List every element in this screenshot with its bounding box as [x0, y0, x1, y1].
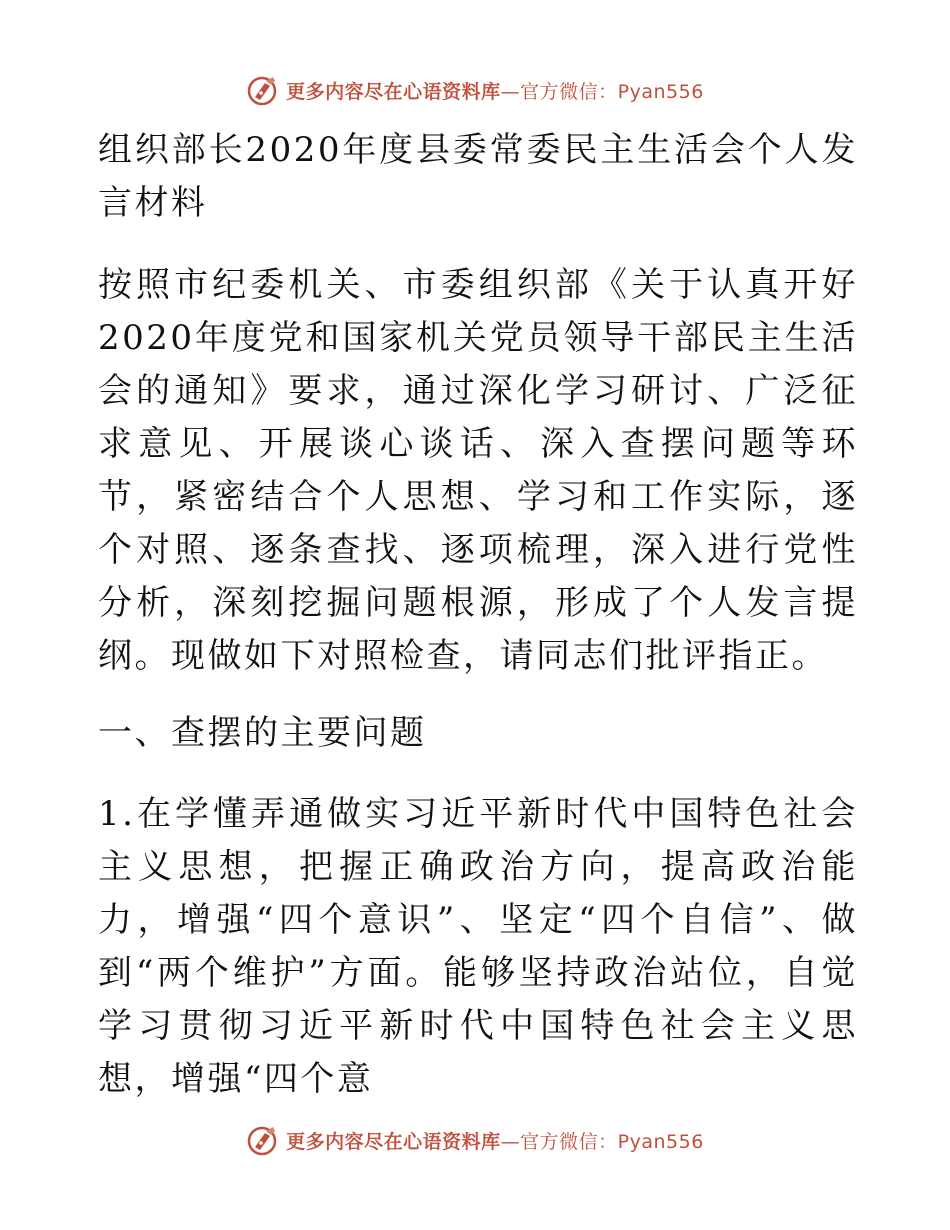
watermark-contact: 官方微信：Pyan556 — [520, 80, 704, 103]
watermark-main: 更多内容尽在心语资料库 — [286, 1130, 501, 1153]
watermark-main: 更多内容尽在心语资料库 — [286, 80, 501, 103]
header-watermark — [0, 70, 950, 110]
watermark-separator: — — [500, 80, 521, 103]
pen-nib-logo-icon — [246, 73, 280, 107]
watermark-text — [286, 1127, 704, 1154]
problem-item-1: 1.在学懂弄通做实习近平新时代中国特色社会主义思想，把握正确政治方向，提高政治能力，增强“四个意识”、坚定“四个自信”、做到“两个维护”方面。能够坚持政治站位，自觉学习贯彻习近平新时代中国特色社会主义思想，增强“四个意 — [98, 794, 858, 1099]
document-body — [98, 120, 858, 1106]
document-title: 组织部长2020年度县委常委民主生活会个人发言材料 — [98, 130, 858, 223]
intro-paragraph: 按照市纪委机关、市委组织部《关于认真开好2020年度党和国家机关党员领导干部民主生活会的通知》要求，通过深化学习研讨、广泛征求意见、开展谈心谈话、深入查摆问题等环节，紧密结合个人思想、学习和工作实际，逐个对照、逐条查找、逐项梳理，深入进行党性分析，深刻挖掘问题根源，形成了个人发言提纲。现做如下对照检查，请同志们批评指正。 — [98, 265, 858, 676]
section-heading: 一、查摆的主要问题 — [98, 713, 427, 753]
pen-nib-logo-icon — [246, 1123, 280, 1157]
footer-watermark — [0, 1120, 950, 1160]
watermark-contact: 官方微信：Pyan556 — [520, 1130, 704, 1153]
watermark-separator: — — [500, 1130, 521, 1153]
watermark-text — [286, 77, 704, 104]
